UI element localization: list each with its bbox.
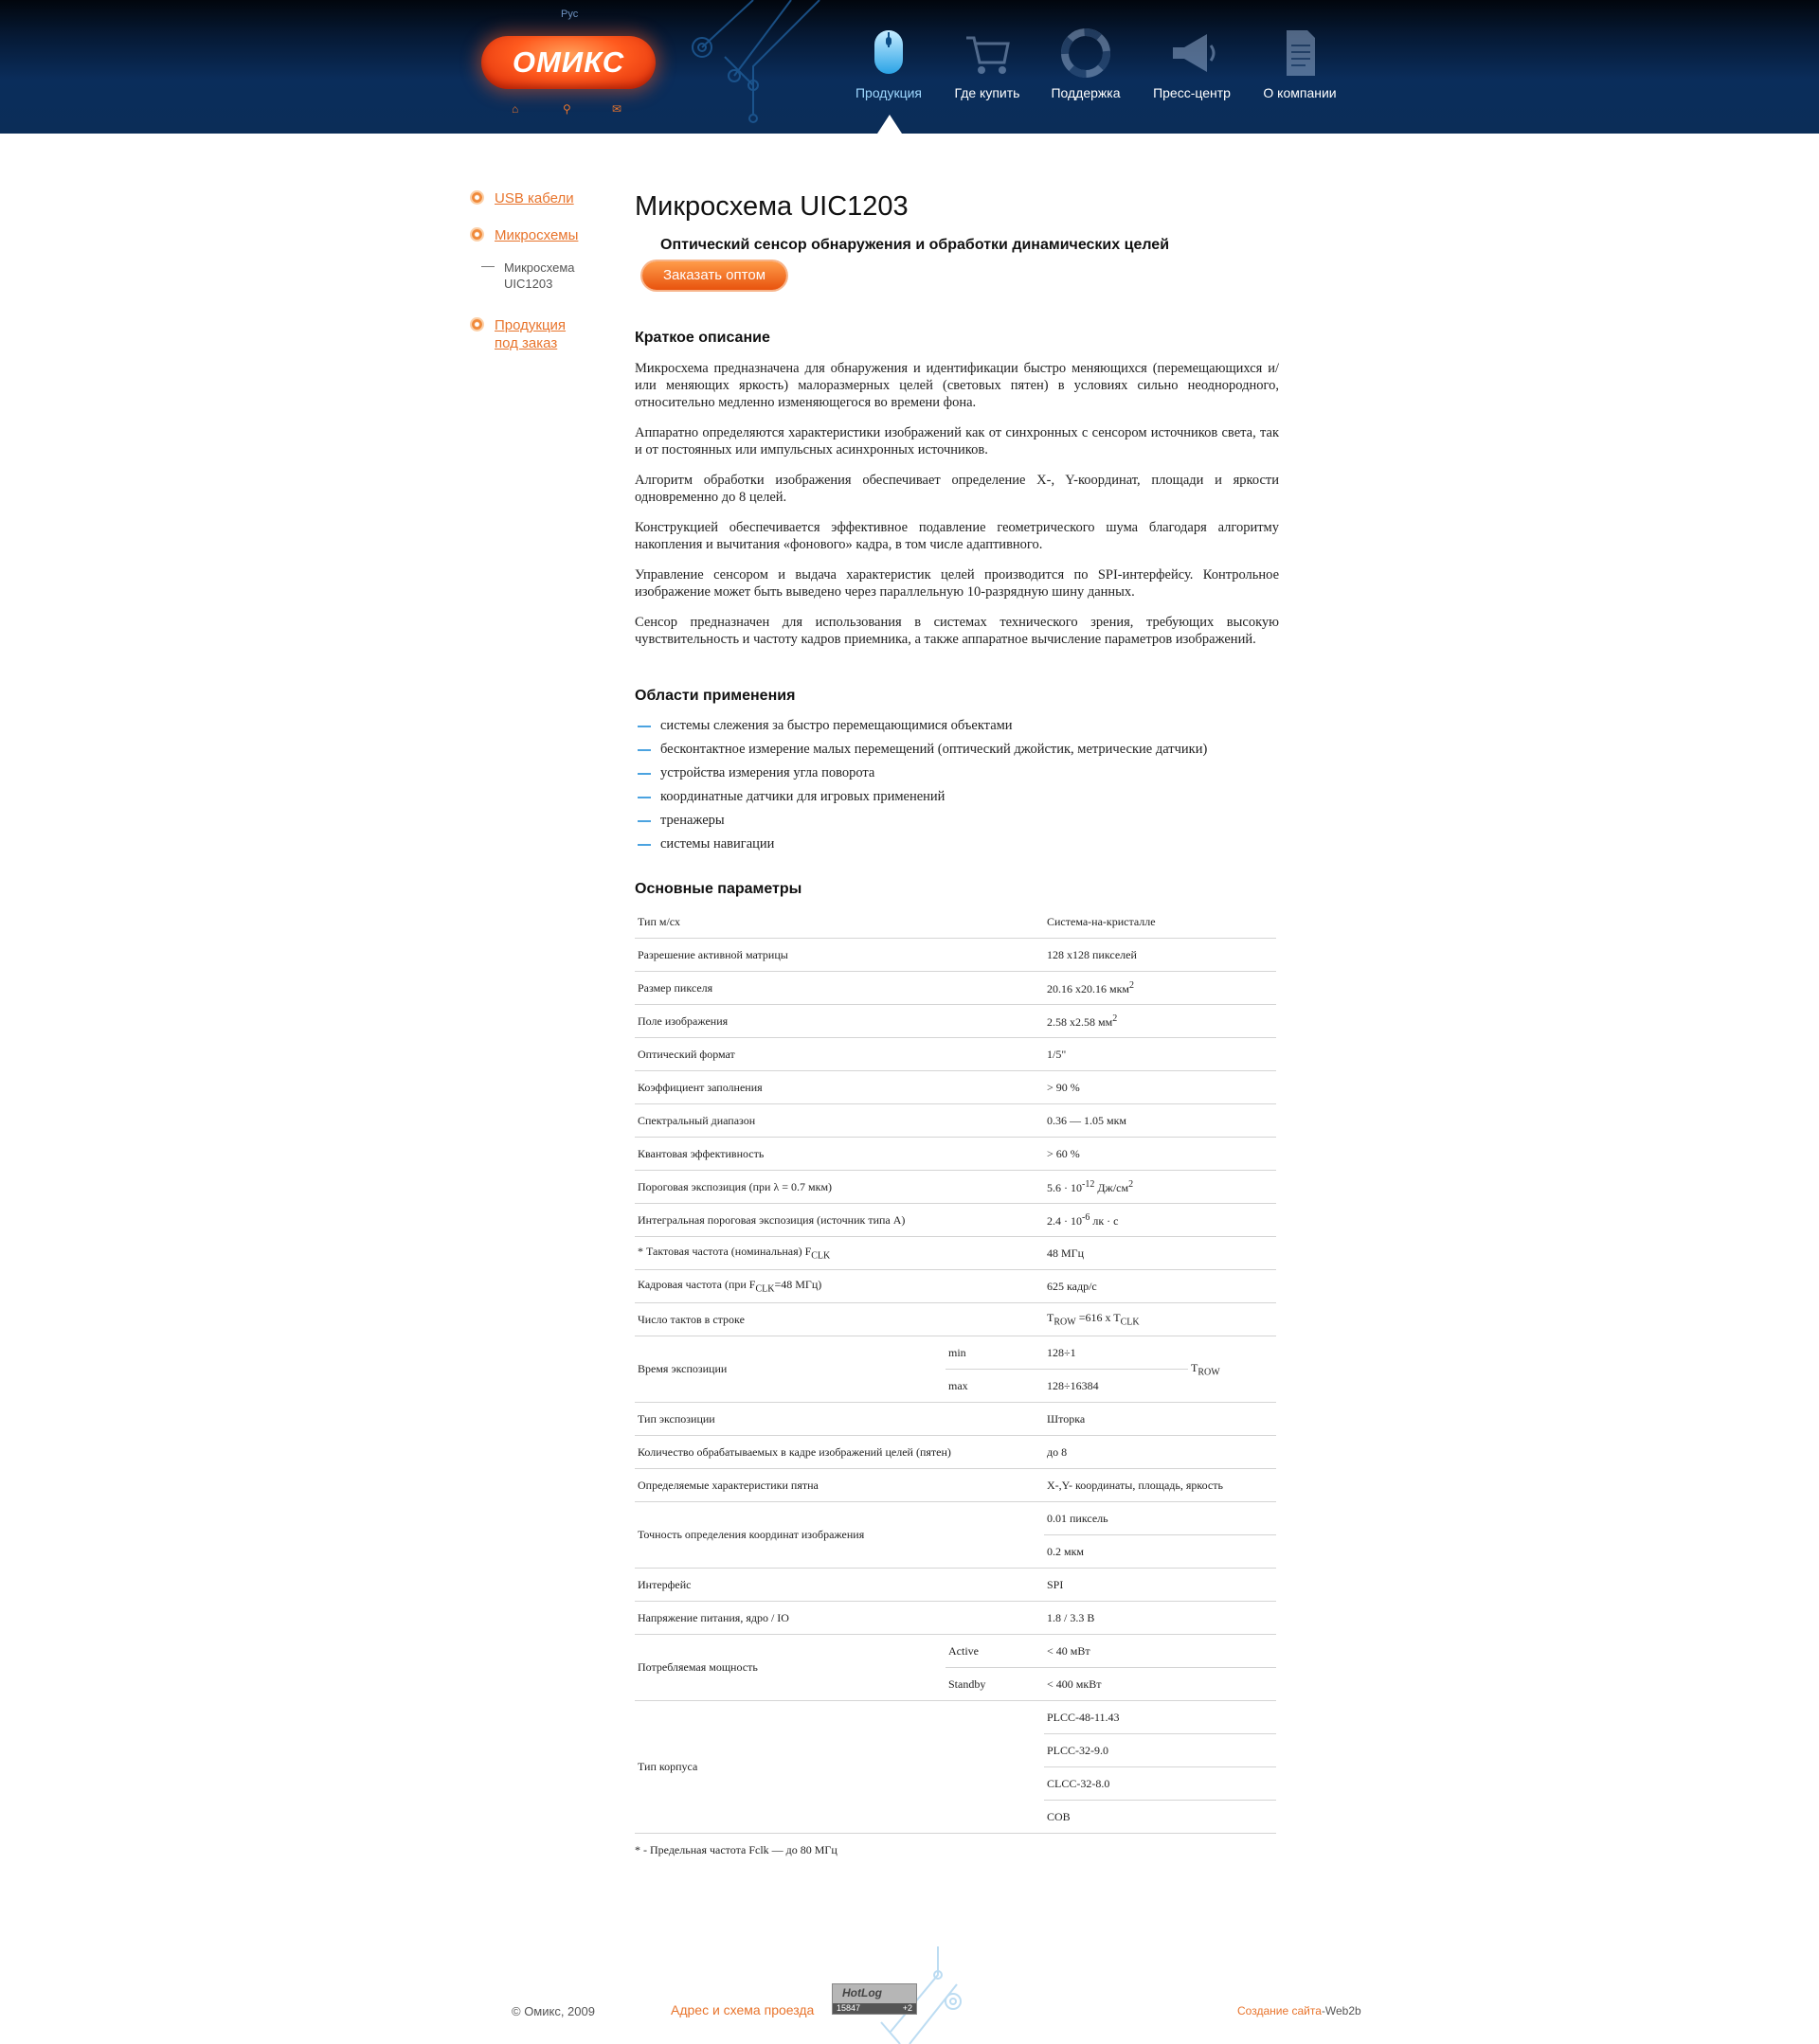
mouse-icon xyxy=(862,25,915,80)
description-paragraph: Управление сенсором и выдача характеристик целей производится по SPI-интерфейсу. Контрольное изображение может быть выведено через параллельную 10-разрядную шину данных. xyxy=(635,567,1279,600)
param-label: Тип экспозиции xyxy=(635,1403,1044,1436)
table-row xyxy=(635,1502,1276,1535)
param-value: CLCC-32-8.0 xyxy=(1044,1767,1276,1801)
param-label: Точность определения координат изображения xyxy=(635,1502,1044,1569)
circuit-decoration xyxy=(677,0,848,134)
counter-logo: HotLog xyxy=(842,1986,882,1999)
lifebuoy-icon xyxy=(1059,25,1112,80)
sidebar-item-custom-products xyxy=(470,316,603,352)
table-row xyxy=(635,1270,1276,1303)
param-unit: $T_{ROW}$ xyxy=(1188,1336,1276,1403)
param-label: Коэффициент заполнения xyxy=(635,1071,1044,1104)
param-value: до 8 xyxy=(1044,1436,1276,1469)
param-value: 128 x128 пикселей xyxy=(1044,939,1276,972)
table-row xyxy=(635,972,1276,1005)
site-header xyxy=(0,0,1819,134)
nav-label: Продукция xyxy=(855,85,923,100)
counter-values xyxy=(833,2003,916,2014)
nav-label: О компании xyxy=(1263,85,1337,100)
sidebar-link-usb-cables[interactable]: USB кабели xyxy=(495,190,574,206)
hotlog-counter[interactable] xyxy=(832,1983,917,2015)
param-value: SPI xyxy=(1044,1569,1276,1602)
param-value: 1/5" xyxy=(1044,1038,1276,1071)
nav-item-press-center[interactable] xyxy=(1148,25,1235,100)
nav-label: Поддержка xyxy=(1051,85,1121,100)
table-row xyxy=(635,1569,1276,1602)
param-value: > 90 % xyxy=(1044,1071,1276,1104)
site-logo[interactable]: ОМИКС xyxy=(481,36,656,89)
home-icon[interactable]: ⌂ xyxy=(512,102,519,116)
param-label: Поле изображения xyxy=(635,1005,1044,1038)
applications-list xyxy=(635,714,1279,856)
table-row xyxy=(635,1071,1276,1104)
param-value: 0.2 мкм xyxy=(1044,1535,1276,1569)
param-label: Тип корпуса xyxy=(635,1701,1044,1834)
sidebar xyxy=(470,189,603,371)
list-item: системы навигации xyxy=(635,833,1279,856)
table-row xyxy=(635,1701,1276,1734)
sidebar-item-usb-cables xyxy=(470,189,603,207)
nav-item-about[interactable] xyxy=(1256,25,1343,100)
param-value: < 40 мВт xyxy=(1044,1635,1276,1668)
order-wholesale-button[interactable]: Заказать оптом xyxy=(642,261,786,290)
list-item: устройства измерения угла поворота xyxy=(635,762,1279,785)
param-value: PLCC-48-11.43 xyxy=(1044,1701,1276,1734)
param-label: Оптический формат xyxy=(635,1038,1044,1071)
sidebar-link-custom-products[interactable]: Продукция под заказ xyxy=(495,317,567,351)
table-row xyxy=(635,1635,1276,1668)
table-row xyxy=(635,1436,1276,1469)
table-row xyxy=(635,939,1276,972)
param-value: > 60 % xyxy=(1044,1138,1276,1171)
param-value: 2.58 x2.58 $мм^2$ xyxy=(1044,1005,1276,1038)
table-row xyxy=(635,1204,1276,1237)
param-value: < 400 мкВт xyxy=(1044,1668,1276,1701)
param-label: Напряжение питания, ядро / IO xyxy=(635,1602,1044,1635)
table-row xyxy=(635,1602,1276,1635)
mail-icon[interactable]: ✉ xyxy=(612,102,622,116)
dash-icon xyxy=(481,266,495,267)
param-value: 0.01 пиксель xyxy=(1044,1502,1276,1535)
counter-total: 15847 xyxy=(837,2003,861,2013)
param-value: 625 кадр/с xyxy=(1044,1270,1276,1303)
description-heading: Краткое описание xyxy=(635,330,770,346)
nav-item-products[interactable] xyxy=(851,25,927,100)
param-label: Интегральная пороговая экспозиция (источник типа А) xyxy=(635,1204,1044,1237)
nav-label: Пресс-центр xyxy=(1153,85,1231,100)
page-title: Микросхема UIC1203 xyxy=(635,191,909,222)
address-link[interactable]: Адрес и схема проезда xyxy=(671,2002,815,2017)
bullet-icon xyxy=(472,319,482,330)
table-row xyxy=(635,1469,1276,1502)
site-credit-link[interactable]: Создание сайта xyxy=(1237,2004,1322,2017)
list-item: тренажеры xyxy=(635,809,1279,833)
param-value: $5.6 \cdot 10^{-12}$ $Дж/см^2$ xyxy=(1044,1171,1276,1204)
description-paragraph: Сенсор предназначен для использования в системах технического зрения, требующих высокую чувствительность и частоту кадров приемника, а также аппаратное вычисление параметров изображений. xyxy=(635,615,1279,647)
nav-label: Где купить xyxy=(954,85,1020,100)
param-value: $2.4 \cdot 10^{-6}$ лк · с xyxy=(1044,1204,1276,1237)
list-item: системы слежения за быстро перемещающимися объектами xyxy=(635,714,1279,738)
param-value: 48 МГц xyxy=(1044,1237,1276,1270)
param-label: Определяемые характеристики пятна xyxy=(635,1469,1044,1502)
header-utility-icons xyxy=(510,102,633,117)
param-label: Квантовая эффективность xyxy=(635,1138,1044,1171)
param-sublabel: Standby xyxy=(946,1668,1044,1701)
param-label: Спектральный диапазон xyxy=(635,1104,1044,1138)
param-sublabel: max xyxy=(946,1370,1044,1403)
param-label: Потребляемая мощность xyxy=(635,1635,946,1701)
nav-item-support[interactable] xyxy=(1046,25,1126,100)
params-table xyxy=(635,905,1276,1834)
param-value: PLCC-32-9.0 xyxy=(1044,1734,1276,1767)
table-row xyxy=(635,1005,1276,1038)
param-value: $T_{ROW} =616$ x $T_{CLK}$ xyxy=(1044,1303,1276,1336)
table-row xyxy=(635,1171,1276,1204)
description-paragraph: Алгоритм обработки изображения обеспечивает определение X-, Y-координат, площади и яркости одновременно до 8 целей. xyxy=(635,473,1279,505)
nav-active-pointer xyxy=(877,115,902,134)
param-label: Количество обрабатываемых в кадре изображений целей (пятен) xyxy=(635,1436,1044,1469)
sidebar-current-item: Микросхема UIC1203 xyxy=(504,260,575,291)
params-heading: Основные параметры xyxy=(635,881,802,897)
param-sublabel: Active xyxy=(946,1635,1044,1668)
param-label: * Тактовая частота (номинальная) $F_{CLK}$ xyxy=(635,1237,1044,1270)
param-value: 1.8 / 3.3 В xyxy=(1044,1602,1276,1635)
description-block xyxy=(635,360,1279,648)
nav-item-where-to-buy[interactable] xyxy=(947,25,1027,100)
description-paragraph: Аппаратно определяются характеристики изображений как от синхронных с сенсором источников света, так и от постоянных или импульсных асинхронных источников. xyxy=(635,425,1279,457)
param-sublabel: min xyxy=(946,1336,1044,1370)
table-row xyxy=(635,1403,1276,1436)
language-switch[interactable]: Рус xyxy=(561,9,579,20)
param-label: Разрешение активной матрицы xyxy=(635,939,1044,972)
counter-today: +2 xyxy=(902,2003,912,2013)
site-credit xyxy=(1237,2004,1361,2017)
bullet-icon xyxy=(472,229,482,240)
sidebar-item-chips xyxy=(470,226,603,244)
cart-icon xyxy=(961,25,1014,80)
param-value: 128÷16384 xyxy=(1044,1370,1188,1403)
table-row xyxy=(635,1237,1276,1270)
table-row xyxy=(635,1104,1276,1138)
param-value: COB xyxy=(1044,1801,1276,1834)
table-row xyxy=(635,1336,1276,1370)
description-paragraph: Конструкцией обеспечивается эффективное подавление геометрического шума благодаря алгоритму накопления и вычитания «фонового» кадра, в том числе адаптивного. xyxy=(635,520,1279,552)
table-row xyxy=(635,1303,1276,1336)
param-label: Число тактов в строке xyxy=(635,1303,1044,1336)
main-content xyxy=(635,188,1279,1857)
param-value: 20.16 x20.16 мкм$^2$ xyxy=(1044,972,1276,1005)
param-value: Шторка xyxy=(1044,1403,1276,1436)
param-value: 0.36 — 1.05 мкм xyxy=(1044,1104,1276,1138)
params-footnote: * - Предельная частота Fclk — до 80 МГц xyxy=(635,1843,837,1856)
page-subtitle: Оптический сенсор обнаружения и обработки динамических целей xyxy=(660,237,1170,253)
description-paragraph: Микросхема предназначена для обнаружения и идентификации быстро меняющихся (перемещающихся и/или меняющих яркость) малоразмерных целей (световых пятен) в условиях сильно неоднородного, относительно медленно изменяющегося во времени фона. xyxy=(635,361,1279,410)
param-value: X-,Y- координаты, площадь, яркость xyxy=(1044,1469,1276,1502)
param-label: Кадровая частота (при $F_{CLK}=48$ МГц) xyxy=(635,1270,1044,1303)
param-label: Время экспозиции xyxy=(635,1336,946,1403)
table-row xyxy=(635,1038,1276,1071)
applications-heading: Области применения xyxy=(635,688,796,704)
param-label: Размер пикселя xyxy=(635,972,1044,1005)
document-icon xyxy=(1273,25,1326,80)
param-label: Пороговая экспозиция (при λ = 0.7 мкм) xyxy=(635,1171,1044,1204)
sidebar-subitem-uic1203 xyxy=(470,260,603,292)
search-icon[interactable]: ⚲ xyxy=(563,102,571,116)
list-item: бесконтактное измерение малых перемещений (оптический джойстик, метрические датчики) xyxy=(635,738,1279,762)
param-value: 128÷1 xyxy=(1044,1336,1188,1370)
bullet-icon xyxy=(472,192,482,203)
table-row xyxy=(635,1138,1276,1171)
param-label: Интерфейс xyxy=(635,1569,1044,1602)
site-credit-brand: -Web2b xyxy=(1321,2004,1361,2017)
table-row xyxy=(635,905,1276,939)
param-value: Система-на-кристалле xyxy=(1044,905,1276,939)
site-footer xyxy=(0,1942,1819,2044)
param-label: Тип м/сх xyxy=(635,905,1044,939)
copyright: © Омикс, 2009 xyxy=(512,2004,595,2018)
sidebar-link-chips[interactable]: Микросхемы xyxy=(495,227,579,243)
list-item: координатные датчики для игровых применений xyxy=(635,785,1279,809)
megaphone-icon xyxy=(1165,25,1218,80)
